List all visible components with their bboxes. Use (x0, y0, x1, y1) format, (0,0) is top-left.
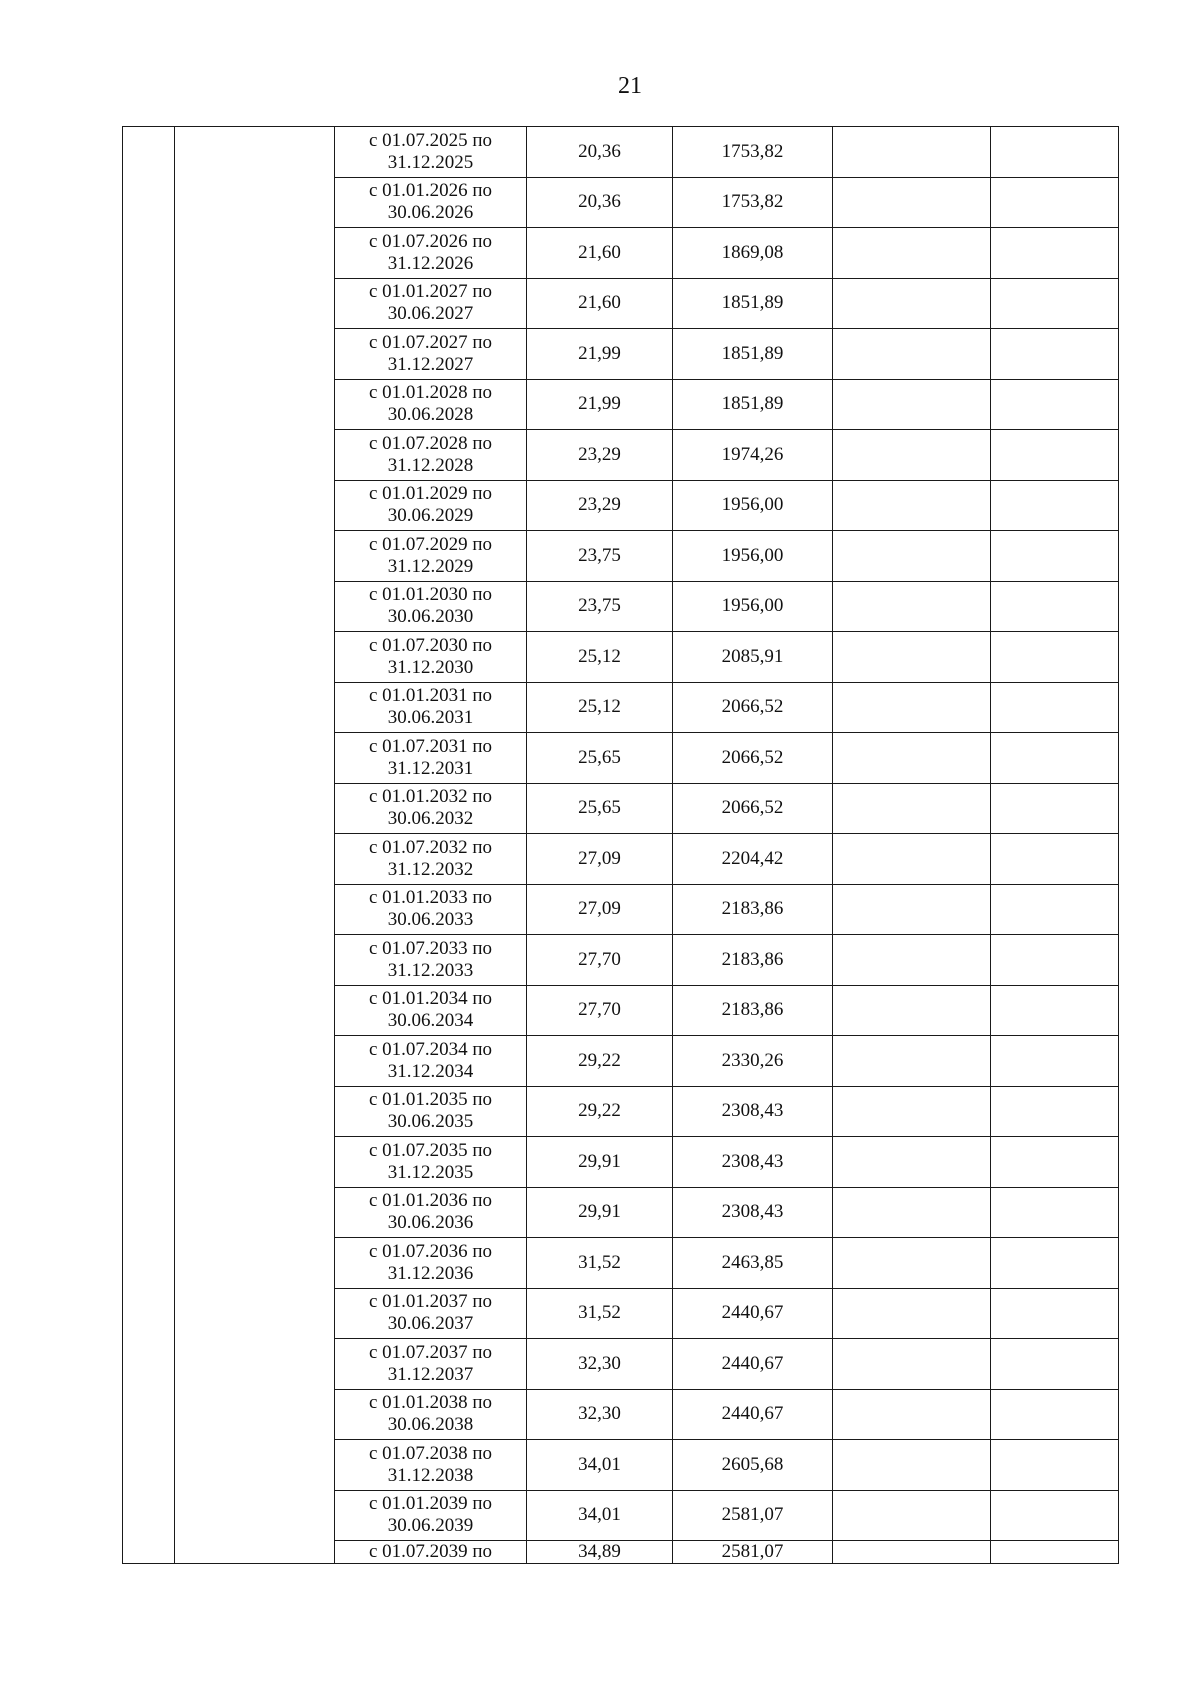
period-start: с 01.07.2035 по (368, 1139, 493, 1161)
empty-cell-col1 (123, 1288, 175, 1339)
period-start: с 01.07.2026 по (368, 230, 493, 252)
empty-cell-col6 (833, 581, 991, 632)
table-row (123, 177, 1119, 228)
empty-cell-col2 (175, 1036, 335, 1087)
empty-cell-col1 (123, 531, 175, 582)
period-start: с 01.01.2028 по (368, 382, 493, 404)
value1-cell: 34,01 (527, 1440, 673, 1491)
empty-cell-col7 (991, 1541, 1119, 1564)
empty-cell-col1 (123, 127, 175, 178)
period-cell (335, 379, 527, 430)
empty-cell-col7 (991, 1440, 1119, 1491)
period-cell (335, 1238, 527, 1289)
value1-cell: 23,75 (527, 581, 673, 632)
value1-cell: 29,91 (527, 1137, 673, 1188)
table-row (123, 379, 1119, 430)
empty-cell-col7 (991, 1086, 1119, 1137)
empty-cell-col2 (175, 430, 335, 481)
empty-cell-col1 (123, 632, 175, 683)
value1-cell: 32,30 (527, 1389, 673, 1440)
period-end: 31.12.2028 (387, 454, 474, 476)
value2-cell: 2440,67 (673, 1339, 833, 1390)
period-cell (335, 531, 527, 582)
period-end: 31.12.2029 (387, 555, 474, 577)
empty-cell-col6 (833, 1036, 991, 1087)
period-end: 31.12.2034 (387, 1060, 474, 1082)
empty-cell-col7 (991, 127, 1119, 178)
table-row (123, 1086, 1119, 1137)
period-end: 30.06.2029 (387, 505, 474, 527)
period-start: с 01.01.2026 по (368, 180, 493, 202)
value2-cell: 1851,89 (673, 278, 833, 329)
empty-cell-col6 (833, 329, 991, 380)
table-row (123, 581, 1119, 632)
period-end: 30.06.2036 (387, 1212, 474, 1234)
period-cell (335, 1440, 527, 1491)
table-row (123, 632, 1119, 683)
empty-cell-col2 (175, 834, 335, 885)
empty-cell-col7 (991, 884, 1119, 935)
period-start: с 01.01.2034 по (368, 988, 493, 1010)
empty-cell-col1 (123, 1490, 175, 1541)
empty-cell-col6 (833, 783, 991, 834)
empty-cell-col7 (991, 1288, 1119, 1339)
period-end: 30.06.2030 (387, 606, 474, 628)
empty-cell-col6 (833, 682, 991, 733)
empty-cell-col1 (123, 1137, 175, 1188)
empty-cell-col7 (991, 228, 1119, 279)
value1-cell: 25,65 (527, 733, 673, 784)
table-row (123, 1238, 1119, 1289)
period-start: с 01.01.2037 по (368, 1291, 493, 1313)
table-row (123, 278, 1119, 329)
value1-cell: 31,52 (527, 1288, 673, 1339)
empty-cell-col2 (175, 1086, 335, 1137)
period-cell (335, 783, 527, 834)
period-end: 30.06.2027 (387, 303, 474, 325)
period-end: 30.06.2026 (387, 202, 474, 224)
empty-cell-col1 (123, 177, 175, 228)
value2-cell: 1851,89 (673, 379, 833, 430)
empty-cell-col1 (123, 834, 175, 885)
empty-cell-col7 (991, 733, 1119, 784)
empty-cell-col7 (991, 430, 1119, 481)
table-row (123, 1440, 1119, 1491)
table-row (123, 985, 1119, 1036)
empty-cell-col1 (123, 884, 175, 935)
table-row (123, 884, 1119, 935)
value2-cell: 2308,43 (673, 1137, 833, 1188)
table-row (123, 228, 1119, 279)
empty-cell-col2 (175, 228, 335, 279)
period-start: с 01.01.2030 по (368, 584, 493, 606)
period-start: с 01.07.2025 по (368, 129, 493, 151)
value1-cell: 29,22 (527, 1086, 673, 1137)
period-end: 30.06.2033 (387, 909, 474, 931)
empty-cell-col6 (833, 531, 991, 582)
table-row (123, 733, 1119, 784)
empty-cell-col6 (833, 1187, 991, 1238)
empty-cell-col7 (991, 379, 1119, 430)
table-row (123, 531, 1119, 582)
value2-cell: 2308,43 (673, 1187, 833, 1238)
table-row (123, 329, 1119, 380)
value2-cell: 1869,08 (673, 228, 833, 279)
empty-cell-col7 (991, 985, 1119, 1036)
empty-cell-col7 (991, 682, 1119, 733)
value1-cell: 25,65 (527, 783, 673, 834)
period-end: 30.06.2028 (387, 404, 474, 426)
value2-cell: 2085,91 (673, 632, 833, 683)
value1-cell: 31,52 (527, 1238, 673, 1289)
table-row (123, 1187, 1119, 1238)
period-cell (335, 1036, 527, 1087)
period-start: с 01.01.2039 по (368, 1493, 493, 1515)
period-end: 30.06.2038 (387, 1414, 474, 1436)
empty-cell-col7 (991, 177, 1119, 228)
empty-cell-col1 (123, 581, 175, 632)
empty-cell-col6 (833, 379, 991, 430)
table-row (123, 935, 1119, 986)
value2-cell: 2204,42 (673, 834, 833, 885)
empty-cell-col1 (123, 430, 175, 481)
empty-cell-col7 (991, 1137, 1119, 1188)
empty-cell-col6 (833, 1288, 991, 1339)
value2-cell: 2066,52 (673, 682, 833, 733)
value2-cell: 2066,52 (673, 783, 833, 834)
value2-cell: 1974,26 (673, 430, 833, 481)
empty-cell-col6 (833, 834, 991, 885)
period-cell (335, 329, 527, 380)
period-cell (335, 1339, 527, 1390)
empty-cell-col7 (991, 783, 1119, 834)
table-row (123, 783, 1119, 834)
empty-cell-col2 (175, 1238, 335, 1289)
value2-cell: 2183,86 (673, 985, 833, 1036)
period-cell (335, 1137, 527, 1188)
empty-cell-col7 (991, 935, 1119, 986)
empty-cell-col2 (175, 682, 335, 733)
empty-cell-col2 (175, 480, 335, 531)
empty-cell-col6 (833, 1490, 991, 1541)
empty-cell-col6 (833, 228, 991, 279)
empty-cell-col1 (123, 480, 175, 531)
value1-cell: 34,01 (527, 1490, 673, 1541)
value1-cell: 23,29 (527, 480, 673, 531)
empty-cell-col2 (175, 884, 335, 935)
empty-cell-col7 (991, 834, 1119, 885)
table-row (123, 682, 1119, 733)
empty-cell-col6 (833, 632, 991, 683)
period-cell (335, 480, 527, 531)
empty-cell-col6 (833, 1389, 991, 1440)
empty-cell-col1 (123, 1541, 175, 1564)
empty-cell-col6 (833, 430, 991, 481)
value1-cell: 29,22 (527, 1036, 673, 1087)
value2-cell: 2605,68 (673, 1440, 833, 1491)
empty-cell-col2 (175, 985, 335, 1036)
value1-cell: 21,60 (527, 228, 673, 279)
period-cell (335, 935, 527, 986)
period-end: 31.12.2032 (387, 858, 474, 880)
empty-cell-col2 (175, 783, 335, 834)
value1-cell: 25,12 (527, 632, 673, 683)
empty-cell-col6 (833, 884, 991, 935)
empty-cell-col6 (833, 1137, 991, 1188)
empty-cell-col7 (991, 531, 1119, 582)
value1-cell: 23,29 (527, 430, 673, 481)
empty-cell-col6 (833, 935, 991, 986)
empty-cell-col2 (175, 935, 335, 986)
value1-cell: 34,89 (527, 1541, 673, 1564)
empty-cell-col1 (123, 1086, 175, 1137)
empty-cell-col2 (175, 1440, 335, 1491)
period-start: с 01.07.2027 по (368, 331, 493, 353)
empty-cell-col2 (175, 1288, 335, 1339)
period-cell (335, 1389, 527, 1440)
period-start: с 01.07.2028 по (368, 432, 493, 454)
period-cell (335, 632, 527, 683)
empty-cell-col1 (123, 1389, 175, 1440)
empty-cell-col2 (175, 1541, 335, 1564)
period-cell (335, 1086, 527, 1137)
period-end: 30.06.2039 (387, 1515, 474, 1537)
period-start: с 01.07.2032 по (368, 836, 493, 858)
value2-cell: 1956,00 (673, 480, 833, 531)
value2-cell: 1956,00 (673, 531, 833, 582)
tariff-table (122, 126, 1119, 1564)
table-row (123, 1288, 1119, 1339)
empty-cell-col2 (175, 1389, 335, 1440)
period-start: с 01.01.2036 по (368, 1190, 493, 1212)
period-cell (335, 884, 527, 935)
period-cell (335, 177, 527, 228)
empty-cell-col1 (123, 733, 175, 784)
empty-cell-col2 (175, 278, 335, 329)
period-cell: с 01.07.2039 по (335, 1541, 527, 1564)
value1-cell: 25,12 (527, 682, 673, 733)
empty-cell-col1 (123, 1238, 175, 1289)
value2-cell: 1956,00 (673, 581, 833, 632)
period-start: с 01.01.2035 по (368, 1089, 493, 1111)
empty-cell-col6 (833, 480, 991, 531)
value1-cell: 21,60 (527, 278, 673, 329)
value1-cell: 27,09 (527, 884, 673, 935)
period-start: с 01.07.2030 по (368, 634, 493, 656)
period-cell (335, 682, 527, 733)
empty-cell-col6 (833, 733, 991, 784)
value2-cell: 2440,67 (673, 1389, 833, 1440)
empty-cell-col2 (175, 531, 335, 582)
period-end: 31.12.2037 (387, 1363, 474, 1385)
table-body (123, 127, 1119, 1564)
empty-cell-col7 (991, 581, 1119, 632)
empty-cell-col7 (991, 278, 1119, 329)
value1-cell: 27,70 (527, 985, 673, 1036)
value1-cell: 29,91 (527, 1187, 673, 1238)
empty-cell-col7 (991, 632, 1119, 683)
period-cell (335, 278, 527, 329)
empty-cell-col6 (833, 1238, 991, 1289)
period-start: с 01.07.2029 по (368, 533, 493, 555)
empty-cell-col6 (833, 177, 991, 228)
period-start: с 01.01.2032 по (368, 786, 493, 808)
empty-cell-col6 (833, 278, 991, 329)
period-end: 31.12.2035 (387, 1161, 474, 1183)
value2-cell: 2581,07 (673, 1490, 833, 1541)
empty-cell-col1 (123, 1036, 175, 1087)
period-end: 30.06.2032 (387, 808, 474, 830)
table-row (123, 834, 1119, 885)
table-row (123, 1389, 1119, 1440)
empty-cell-col2 (175, 632, 335, 683)
period-cell (335, 581, 527, 632)
period-start: с 01.01.2029 по (368, 483, 493, 505)
empty-cell-col1 (123, 682, 175, 733)
period-end: 30.06.2037 (387, 1313, 474, 1335)
period-cell (335, 1288, 527, 1339)
value1-cell: 27,70 (527, 935, 673, 986)
empty-cell-col2 (175, 1137, 335, 1188)
period-end: 31.12.2025 (387, 151, 474, 173)
table-row (123, 480, 1119, 531)
table-row (123, 1339, 1119, 1390)
period-start: с 01.01.2027 по (368, 281, 493, 303)
period-end: 31.12.2031 (387, 757, 474, 779)
empty-cell-col2 (175, 1339, 335, 1390)
empty-cell-col1 (123, 1440, 175, 1491)
period-start: с 01.01.2033 по (368, 887, 493, 909)
empty-cell-col7 (991, 1490, 1119, 1541)
value1-cell: 23,75 (527, 531, 673, 582)
empty-cell-col1 (123, 1187, 175, 1238)
empty-cell-col1 (123, 278, 175, 329)
empty-cell-col1 (123, 985, 175, 1036)
value1-cell: 27,09 (527, 834, 673, 885)
period-end: 31.12.2033 (387, 959, 474, 981)
value2-cell: 2066,52 (673, 733, 833, 784)
period-end: 30.06.2035 (387, 1111, 474, 1133)
period-end: 31.12.2038 (387, 1464, 474, 1486)
empty-cell-col1 (123, 379, 175, 430)
period-end: 30.06.2034 (387, 1010, 474, 1032)
period-start: с 01.07.2031 по (368, 735, 493, 757)
value2-cell: 1753,82 (673, 177, 833, 228)
period-end: 31.12.2030 (387, 656, 474, 678)
period-cell (335, 1187, 527, 1238)
table-row (123, 1036, 1119, 1087)
period-start: с 01.07.2038 по (368, 1442, 493, 1464)
value2-cell: 2440,67 (673, 1288, 833, 1339)
period-cell (335, 834, 527, 885)
empty-cell-col1 (123, 935, 175, 986)
period-start: с 01.07.2036 по (368, 1240, 493, 1262)
period-end: 31.12.2026 (387, 252, 474, 274)
value2-cell: 1851,89 (673, 329, 833, 380)
table-row (123, 430, 1119, 481)
empty-cell-col1 (123, 329, 175, 380)
empty-cell-col6 (833, 1440, 991, 1491)
empty-cell-col6 (833, 1339, 991, 1390)
empty-cell-col2 (175, 1187, 335, 1238)
empty-cell-col1 (123, 1339, 175, 1390)
value1-cell: 20,36 (527, 177, 673, 228)
empty-cell-col2 (175, 127, 335, 178)
empty-cell-col6 (833, 1086, 991, 1137)
empty-cell-col7 (991, 1339, 1119, 1390)
empty-cell-col6 (833, 127, 991, 178)
period-cell (335, 1490, 527, 1541)
period-cell (335, 430, 527, 481)
table-row (123, 1490, 1119, 1541)
value1-cell: 20,36 (527, 127, 673, 178)
table-row (123, 1137, 1119, 1188)
period-cell (335, 228, 527, 279)
empty-cell-col1 (123, 228, 175, 279)
period-start: с 01.07.2034 по (368, 1038, 493, 1060)
empty-cell-col7 (991, 1036, 1119, 1087)
empty-cell-col2 (175, 1490, 335, 1541)
period-end: 30.06.2031 (387, 707, 474, 729)
empty-cell-col7 (991, 1238, 1119, 1289)
period-start: с 01.07.2037 по (368, 1341, 493, 1363)
empty-cell-col2 (175, 733, 335, 784)
empty-cell-col6 (833, 1541, 991, 1564)
value2-cell: 2463,85 (673, 1238, 833, 1289)
value2-cell: 2183,86 (673, 884, 833, 935)
empty-cell-col6 (833, 985, 991, 1036)
table-row-partial (123, 1541, 1119, 1564)
page-number: 21 (618, 73, 642, 99)
value2-cell: 2183,86 (673, 935, 833, 986)
period-cell (335, 127, 527, 178)
period-start: с 01.01.2038 по (368, 1392, 493, 1414)
period-start: с 01.07.2033 по (368, 937, 493, 959)
empty-cell-col7 (991, 1389, 1119, 1440)
value1-cell: 21,99 (527, 329, 673, 380)
period-cell (335, 985, 527, 1036)
period-cell (335, 733, 527, 784)
period-start: с 01.01.2031 по (368, 685, 493, 707)
period-end: 31.12.2027 (387, 353, 474, 375)
empty-cell-col2 (175, 329, 335, 380)
value2-cell: 2330,26 (673, 1036, 833, 1087)
period-end: 31.12.2036 (387, 1262, 474, 1284)
empty-cell-col1 (123, 783, 175, 834)
value2-cell: 1753,82 (673, 127, 833, 178)
table-row (123, 127, 1119, 178)
value1-cell: 21,99 (527, 379, 673, 430)
empty-cell-col7 (991, 480, 1119, 531)
empty-cell-col2 (175, 177, 335, 228)
empty-cell-col7 (991, 1187, 1119, 1238)
empty-cell-col7 (991, 329, 1119, 380)
value1-cell: 32,30 (527, 1339, 673, 1390)
value2-cell: 2308,43 (673, 1086, 833, 1137)
empty-cell-col2 (175, 379, 335, 430)
value2-cell: 2581,07 (673, 1541, 833, 1564)
empty-cell-col2 (175, 581, 335, 632)
